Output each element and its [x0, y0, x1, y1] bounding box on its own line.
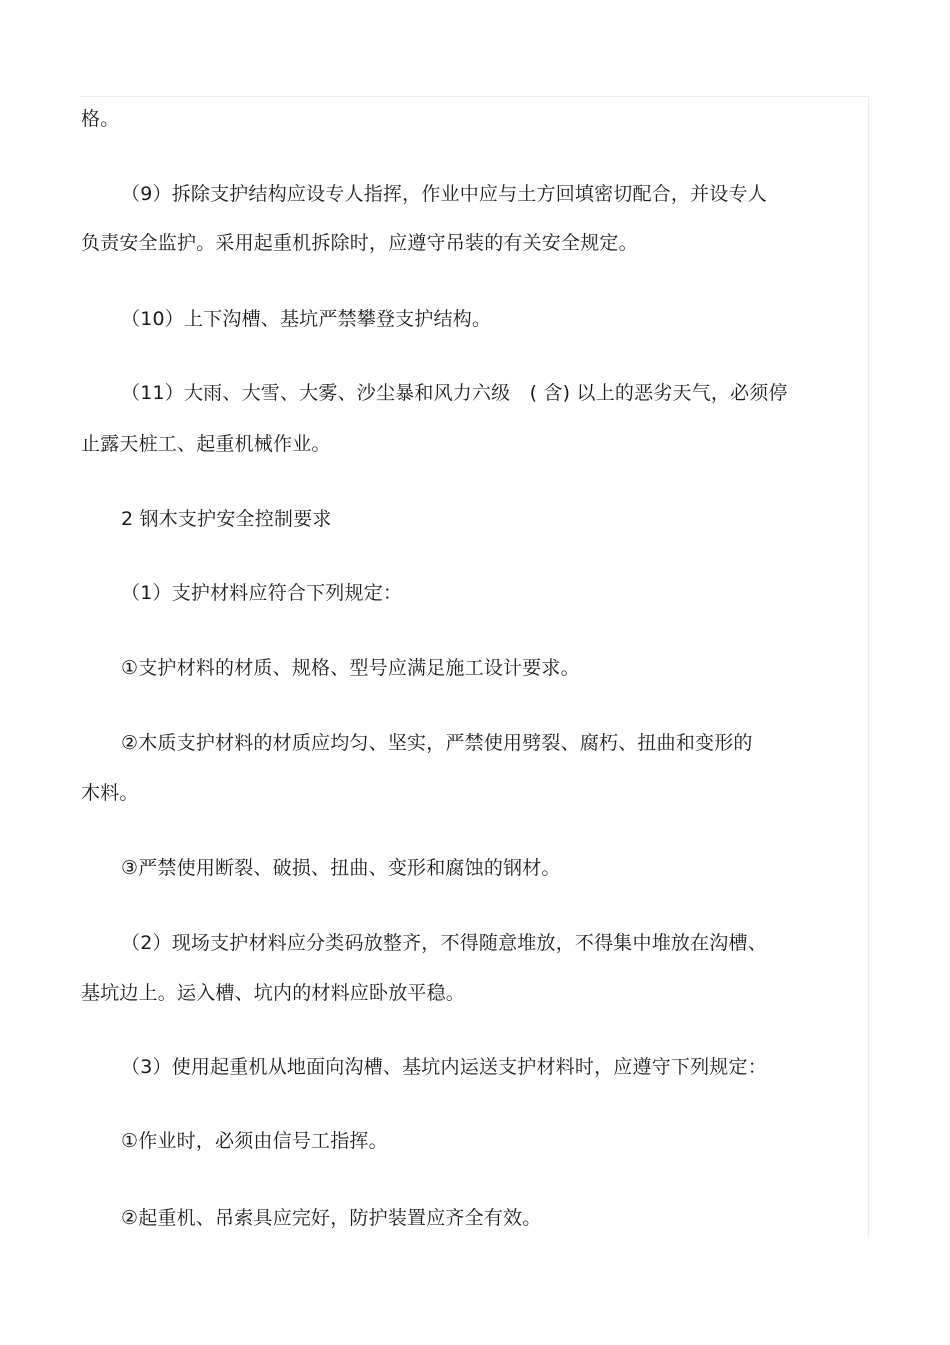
text-line-sub-3-b: ②起重机、吊索具应完好，防护装置应齐全有效。 [121, 1207, 542, 1229]
text-line-sub-1-b: ②木质支护材料的材质应均匀、坚实，严禁使用劈裂、腐朽、扭曲和变形的 [121, 732, 753, 754]
text-line-sub-2-cont: 基坑边上。运入槽、坑内的材料应卧放平稳。 [81, 982, 466, 1004]
section-heading: 2 钢木支护安全控制要求 [121, 508, 332, 530]
text-line-item-9: （9）拆除支护结构应设专人指挥，作业中应与土方回填密切配合，并设专人 [121, 183, 767, 205]
text-line-sub-2: （2）现场支护材料应分类码放整齐，不得随意堆放，不得集中堆放在沟槽、 [121, 932, 767, 954]
text-line-sub-1-c: ③严禁使用断裂、破损、扭曲、变形和腐蚀的钢材。 [121, 857, 561, 879]
text-line-sub-1-a: ①支护材料的材质、规格、型号应满足施工设计要求。 [121, 657, 580, 679]
text-line-item-10: （10）上下沟槽、基坑严禁攀登支护结构。 [121, 308, 492, 330]
text-line-item-9-cont: 负责安全监护。采用起重机拆除时，应遵守吊装的有关安全规定。 [81, 232, 638, 254]
text-line-sub-1-b-cont: 木料。 [81, 782, 139, 804]
text-line-sub-3: （3）使用起重机从地面向沟槽、基坑内运送支护材料时，应遵守下列规定： [121, 1056, 767, 1078]
text-line-item-11-cont: 止露天桩工、起重机械作业。 [81, 433, 331, 455]
text-line-sub-3-a: ①作业时，必须由信号工指挥。 [121, 1130, 388, 1152]
text-line-sub-1: （1）支护材料应符合下列规定： [121, 582, 403, 604]
text-line-item-11: （11）大雨、大雪、大雾、沙尘暴和风力六级 ( 含) 以上的恶劣天气，必须停 [121, 382, 788, 404]
text-line-continuation: 格。 [81, 108, 120, 130]
